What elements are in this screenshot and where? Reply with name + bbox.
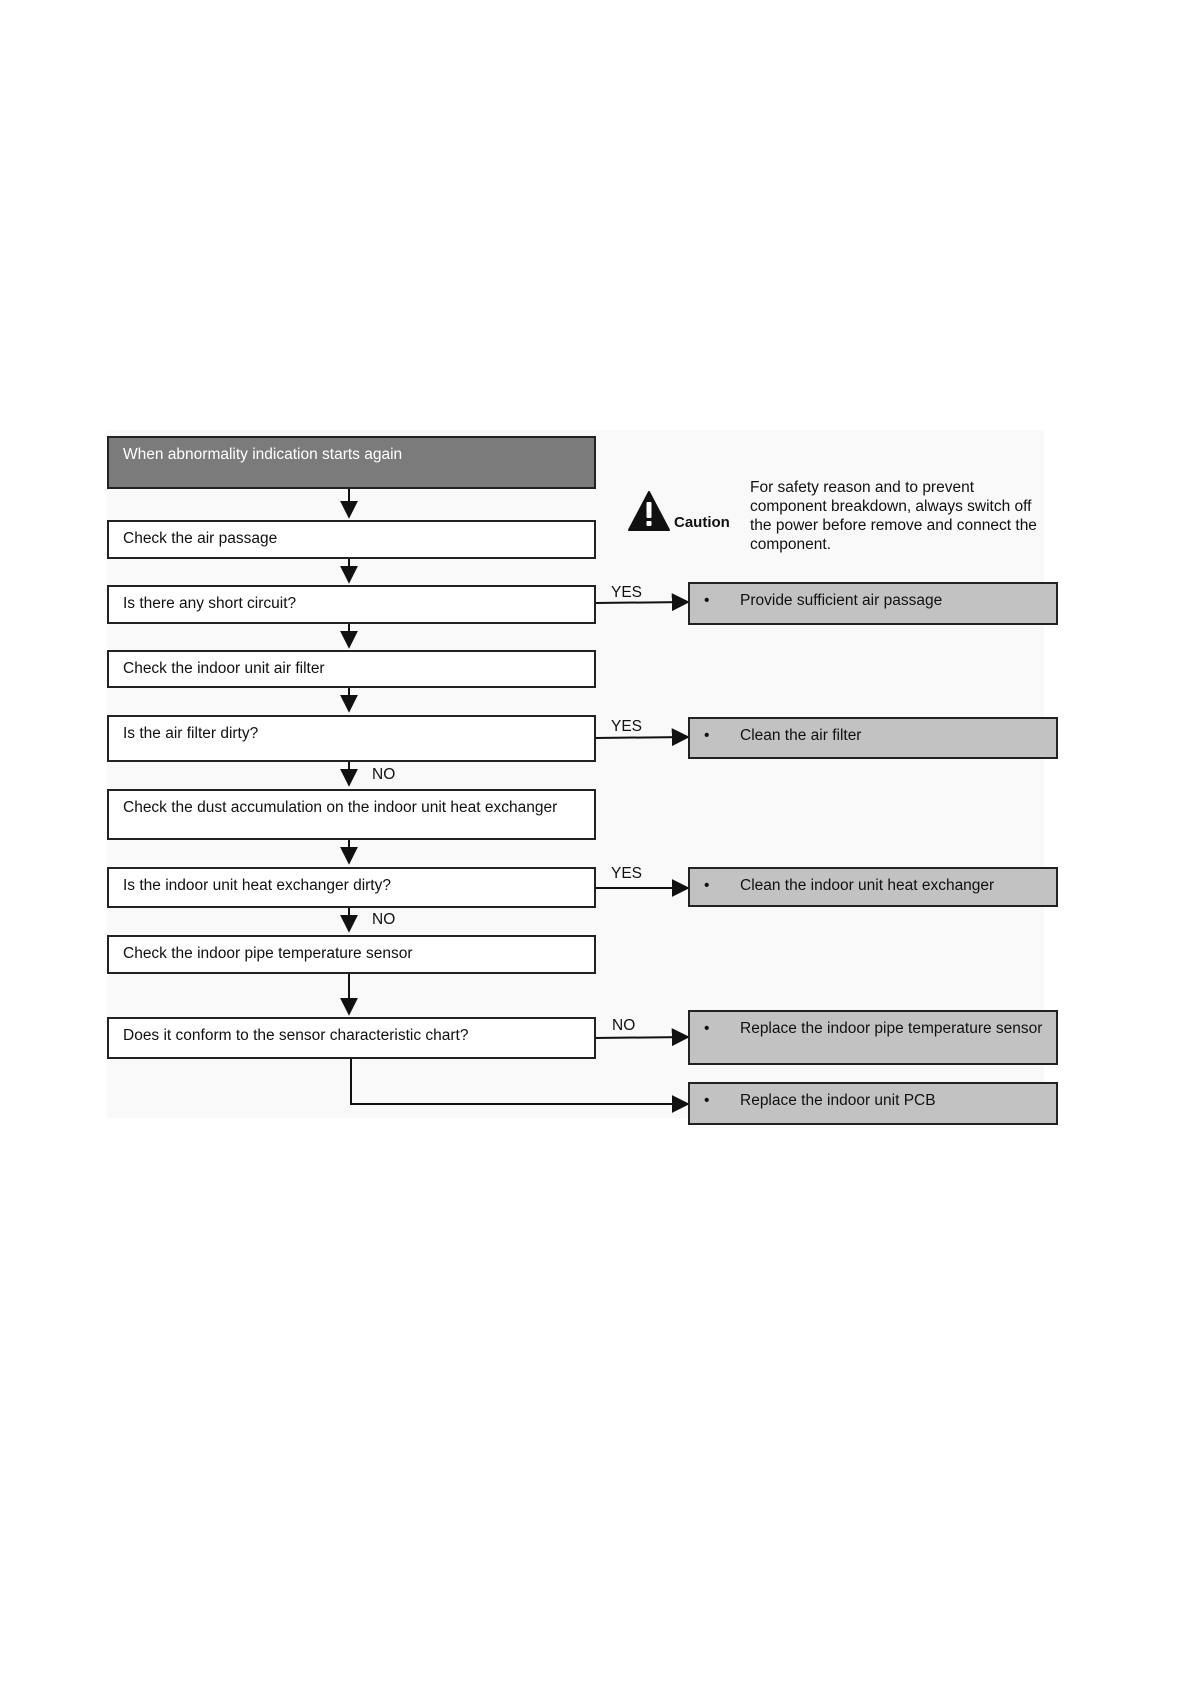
step-sensor-chart-question xyxy=(107,1017,596,1059)
arrow-step4-yes xyxy=(595,737,688,738)
step-text: Check the dust accumulation on the indoor unit heat exchanger xyxy=(123,799,558,816)
no-label-sensor-chart: NO xyxy=(612,1017,636,1034)
step-text: Is there any short circuit? xyxy=(123,595,297,612)
step-air-filter-dirty-question xyxy=(107,715,596,762)
bullet: • xyxy=(704,877,710,894)
step-check-pipe-sensor xyxy=(107,935,596,974)
yes-label-short-circuit: YES xyxy=(611,584,643,601)
action-text: Replace the indoor pipe temperature sensor xyxy=(740,1020,1043,1037)
yes-label-heat-exchanger: YES xyxy=(611,865,643,882)
action-replace-pipe-sensor xyxy=(688,1010,1058,1065)
warning-triangle-icon xyxy=(627,490,671,532)
step-text: Check the air passage xyxy=(123,530,278,547)
step-check-air-filter xyxy=(107,650,596,688)
action-text: Clean the air filter xyxy=(740,727,862,744)
bullet: • xyxy=(704,1092,710,1109)
caution-note: For safety reason and to prevent component breakdown, always switch off the power before remove and connect the component. xyxy=(750,479,1037,553)
action-text: Replace the indoor unit PCB xyxy=(740,1092,936,1109)
bullet: • xyxy=(704,727,710,744)
step-text: Does it conform to the sensor characteristic chart? xyxy=(123,1027,469,1044)
step-text: Is the indoor unit heat exchanger dirty? xyxy=(123,877,391,894)
action-text: Clean the indoor unit heat exchanger xyxy=(740,877,995,894)
header-box xyxy=(107,436,596,489)
bullet: • xyxy=(704,592,710,609)
step-text: Is the air filter dirty? xyxy=(123,725,259,742)
action-clean-air-filter xyxy=(688,717,1058,759)
action-replace-pcb xyxy=(688,1082,1058,1125)
yes-label-air-filter: YES xyxy=(611,718,643,735)
step-heat-exchanger-dirty-question xyxy=(107,867,596,908)
bullet: • xyxy=(704,1020,710,1037)
arrow-step2-yes xyxy=(595,602,688,603)
action-text: Provide sufficient air passage xyxy=(740,592,943,609)
caution-label: Caution xyxy=(674,514,730,531)
arrow-step8-no xyxy=(595,1037,688,1038)
step-check-dust-accumulation xyxy=(107,789,596,840)
arrow-step8-to-pcb xyxy=(351,1058,688,1104)
action-provide-air-passage xyxy=(688,582,1058,625)
no-label-heat-exchanger: NO xyxy=(372,911,396,928)
header-text: When abnormality indication starts again xyxy=(123,446,403,463)
action-clean-heat-exchanger xyxy=(688,867,1058,907)
step-check-air-passage xyxy=(107,520,596,559)
step-short-circuit-question xyxy=(107,585,596,624)
no-label-air-filter: NO xyxy=(372,766,396,783)
step-text: Check the indoor pipe temperature sensor xyxy=(123,945,413,962)
step-text: Check the indoor unit air filter xyxy=(123,660,325,677)
